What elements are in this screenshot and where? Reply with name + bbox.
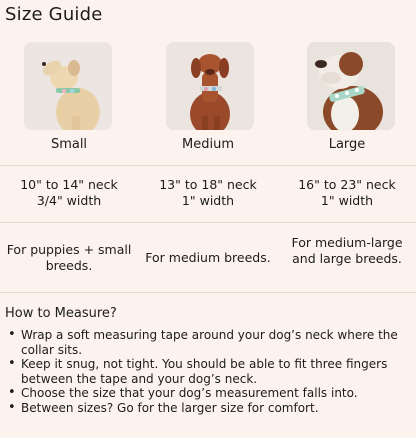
large-dog-photo: [307, 42, 395, 130]
small-width: 3/4" width: [36, 193, 102, 208]
large-breed-description: For medium-large and large breeds.: [291, 235, 403, 266]
measurement-tips-list: [5, 328, 413, 415]
list-item: • Keep it snug, not tight. You should be able to fit three fingers between the tape and your dog’s neck.: [5, 357, 413, 386]
medium-neck: 13" to 18" neck: [159, 177, 257, 192]
list-item: • Between sizes? Go for the larger size for comfort.: [5, 401, 413, 416]
large-width: 1" width: [320, 193, 374, 208]
size-label-large: Large: [328, 137, 366, 152]
size-label-medium: Medium: [182, 137, 234, 152]
large-neck: 16" to 23" neck: [298, 177, 396, 192]
small-measurements: [0, 177, 138, 209]
how-to-measure-heading: How to Measure?: [5, 306, 117, 321]
page-title: Size Guide: [5, 4, 103, 25]
small-neck: 10" to 14" neck: [20, 177, 118, 192]
size-label-small: Small: [50, 137, 88, 152]
medium-breed-description: For medium breeds.: [145, 250, 271, 265]
divider: [0, 165, 416, 166]
list-item: • Wrap a soft measuring tape around your dog’s neck where the collar sits.: [5, 328, 413, 357]
divider: [0, 292, 416, 293]
medium-width: 1" width: [181, 193, 235, 208]
small-breed-description: For puppies + small breeds.: [6, 242, 132, 273]
list-item: • Choose the size that your dog’s measurement falls into.: [5, 386, 413, 401]
medium-measurements: [139, 177, 277, 209]
medium-dog-photo: [166, 42, 254, 130]
divider: [0, 222, 416, 223]
large-measurements: [278, 177, 416, 209]
small-dog-photo: [24, 42, 112, 130]
